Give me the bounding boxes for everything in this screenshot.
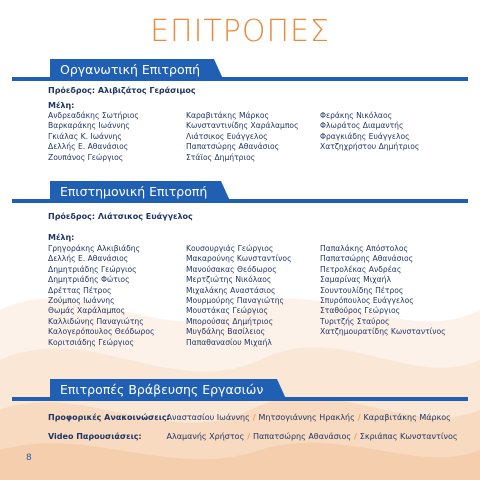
member-name: Δημητριάδης Γεώργιος (48, 264, 137, 274)
member-name: Καλλιδώνης Παναγιώτης (48, 316, 144, 326)
page-number: 8 (26, 453, 32, 463)
member-name: Μπορούσας Δημήτριος (186, 316, 274, 326)
member-name: Καλογερόπουλος Θεόδωρος (48, 327, 155, 337)
member-name: Παπατσώρης Αθανάσιος (320, 254, 414, 264)
awards-name: Αλαμανής Χρήστος (166, 432, 245, 441)
member-name: Δρέττας Πέτρος (48, 285, 112, 295)
member-name: Δελλής Ε. Αθανάσιος (48, 254, 129, 264)
scientific-chair: Πρόεδρος: Λιάτσικος Ευάγγελος (48, 212, 193, 221)
awards-name: Σκριάπας Κωνσταντίνος (359, 432, 458, 441)
scientific-members-label: Μέλη: (48, 233, 75, 242)
scientific-members-col3 (320, 244, 446, 338)
organizing-members-col2 (186, 111, 299, 163)
organizing-members-col1 (48, 111, 139, 163)
scientific-members-col1 (48, 244, 154, 348)
member-name: Σταθούρος Γεώργιος (320, 306, 401, 316)
member-name: Τυριτζής Σταύρος (320, 316, 390, 326)
page-title: ΕΠΙΤΡΟΠΕΣ (150, 14, 330, 49)
member-name: Παπαθανασίου Μιχαήλ (186, 337, 272, 347)
member-name: Κωνσταντινίδης Χαράλαμπος (186, 121, 299, 131)
member-name: Μανούσακας Θεόδωρος (186, 264, 277, 274)
awards-name: Παπατσώρης Αθανάσιος (252, 432, 352, 441)
separator-slash: / (357, 413, 361, 422)
separator-slash: / (354, 432, 357, 441)
member-name: Φλωράτος Διαμαντής (320, 121, 404, 131)
awards-name: Μητσογιάννης Ηρακλής (258, 413, 355, 422)
member-name: Παπαλάκης Απόστολος (320, 244, 408, 253)
scientific-members-col2 (186, 244, 292, 348)
organizing-members-label: Μέλη: (48, 101, 75, 110)
member-name: Θωμάς Χαράλαμπος (48, 306, 126, 316)
member-name: Γρηγοράκης Αλκιβιάδης (48, 244, 141, 253)
awards-row-label: Προφορικές Ανακοινώσεις: (48, 413, 170, 422)
member-name: Ανδρεαδάκης Σωτήριος (48, 111, 139, 120)
member-name: Μουστάκας Γεώργιος (186, 306, 269, 316)
member-name: Γκιάλας Κ. Ιωάννης (48, 131, 122, 141)
member-name: Παπατσώρης Αθανάσιος (186, 142, 280, 152)
organizing-members-col3 (320, 111, 419, 153)
member-name: Σουντουλίδης Πέτρος (320, 285, 404, 295)
awards-name: Καραβιτάκης Μάρκος (363, 413, 451, 422)
member-name: Στάϊος Δημήτριος (186, 152, 256, 162)
member-name: Ζουπάνος Γεώργιος (48, 152, 124, 162)
member-name: Δημητριάδης Φώτιος (48, 275, 130, 285)
awards-committee-heading: Επιτροπές Βράβευσης Εργασιών (50, 379, 277, 401)
awards-row-label: Video Παρουσιάσεις: (48, 432, 142, 441)
member-name: Μακαρούνης Κωνσταντίνος (186, 254, 292, 264)
awards-name: Αναστασίου Ιωάννης (166, 413, 250, 422)
member-name: Μουρμούρης Παναγιώτης (186, 295, 285, 305)
awards-row-oral (48, 413, 451, 422)
member-name: Δελλής Ε. Αθανάσιος (48, 142, 129, 152)
member-name: Βαρκαράκης Ιωάννης (48, 121, 130, 131)
member-name: Καραβιτάκης Μάρκος (186, 111, 269, 120)
member-name: Χατζηχρήστου Δημήτριος (320, 142, 420, 152)
member-name: Λιάτσικος Ευάγγελος (186, 131, 268, 141)
member-name: Μυγδάλης Βασίλειος (186, 327, 266, 337)
separator-slash: / (252, 413, 256, 422)
scientific-committee-heading: Επιστημονική Επιτροπή (50, 181, 221, 203)
member-name: Μιχαλάκης Αναστάσιος (186, 285, 276, 295)
member-name: Σαμαρίνας Μιχαήλ (320, 275, 391, 285)
member-name: Σπυρόπουλος Ευάγγελος (320, 295, 414, 305)
member-name: Φεράκης Νικόλαος (320, 111, 393, 120)
member-name: Κοριτσιάδης Γεώργιος (48, 337, 134, 347)
member-name: Πετρολέκας Ανδρέας (320, 264, 402, 274)
awards-row-video (48, 432, 458, 441)
organizing-committee-heading: Οργανωτική Επιτροπή (50, 59, 214, 81)
organizing-chair: Πρόεδρος: Αλιβιζάτος Γεράσιμος (48, 86, 196, 95)
separator-slash: / (247, 432, 250, 441)
member-name: Φραγκιάδης Ευάγγελος (320, 131, 410, 141)
member-name: Μερτζιώτης Νικόλαος (186, 275, 272, 285)
member-name: Χατζημουρατίδης Κωνσταντίνος (320, 327, 446, 337)
member-name: Ζούμπος Ιωάννης (48, 295, 115, 305)
member-name: Κουσουργιάς Γεώργιος (186, 244, 274, 253)
